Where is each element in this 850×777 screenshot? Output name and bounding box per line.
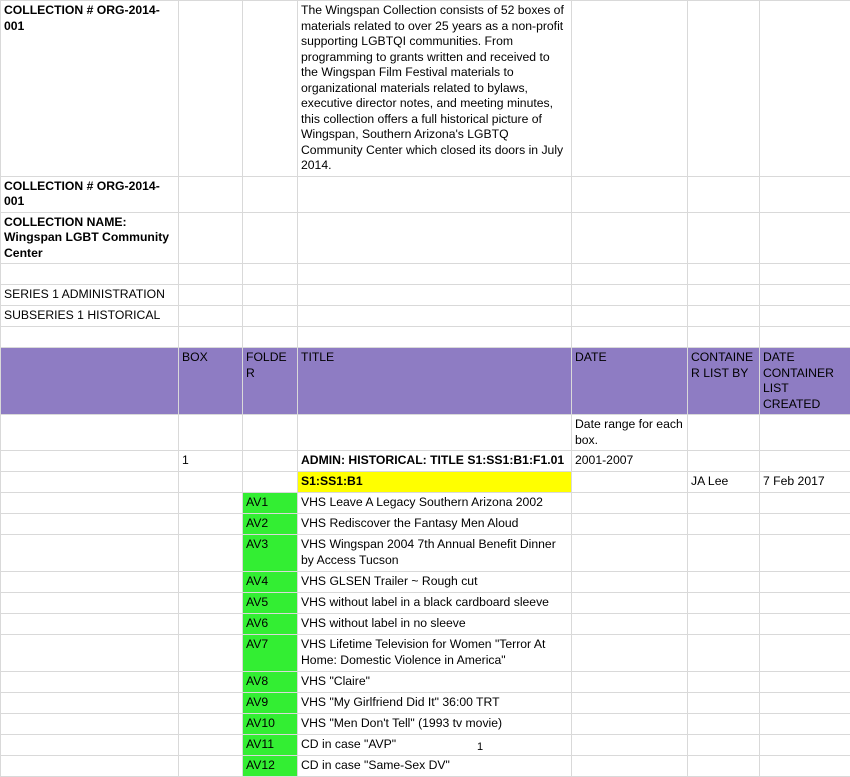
box-title: ADMIN: HISTORICAL: TITLE S1:SS1:B1:F1.01 [298,451,572,472]
box-id: S1:SS1:B1 [298,472,572,493]
box-date: 2001-2007 [572,451,688,472]
container-list-created: 7 Feb 2017 [760,472,850,493]
box-row [1,451,850,472]
header-date: DATE [572,348,688,415]
header-title: TITLE [298,348,572,415]
item-row [1,593,850,614]
item-row [1,756,850,777]
folder-id: AV3 [243,535,298,572]
collection-name: COLLECTION NAME: Wingspan LGBT Community Center [1,212,179,264]
item-title: CD in case "AVP" [298,735,572,756]
folder-id: AV8 [243,672,298,693]
item-title: VHS without label in a black cardboard sleeve [298,593,572,614]
folder-id: AV4 [243,572,298,593]
item-title: VHS "Men Don't Tell" (1993 tv movie) [298,714,572,735]
header-box: BOX [179,348,243,415]
folder-id: AV5 [243,593,298,614]
item-title: VHS Rediscover the Fantasy Men Aloud [298,514,572,535]
item-row [1,714,850,735]
folder-id: AV2 [243,514,298,535]
folder-id: AV9 [243,693,298,714]
item-title: VHS Leave A Legacy Southern Arizona 2002 [298,493,572,514]
header-folder: FOLDER [243,348,298,415]
item-row [1,635,850,672]
header-date-container-list-created: DATE CONTAINER LIST CREATED [760,348,850,415]
item-row [1,514,850,535]
container-list-by: JA Lee [688,472,760,493]
item-row [1,693,850,714]
folder-id: AV7 [243,635,298,672]
collection-number: COLLECTION # ORG-2014-001 [1,1,179,177]
item-row [1,672,850,693]
box-id-row [1,472,850,493]
description-row [1,1,850,177]
item-list [1,493,850,777]
item-row [1,493,850,514]
column-header-row [1,348,850,415]
page-number: 1 [0,741,850,753]
item-row [1,572,850,593]
folder-id: AV10 [243,714,298,735]
item-title: VHS Wingspan 2004 7th Annual Benefit Dinner by Access Tucson [298,535,572,572]
collection-number-repeat: COLLECTION # ORG-2014-001 [1,176,179,212]
folder-id: AV12 [243,756,298,777]
item-title: CD in case "Same-Sex DV" [298,756,572,777]
folder-id: AV1 [243,493,298,514]
item-row [1,535,850,572]
item-title: VHS without label in no sleeve [298,614,572,635]
subseries-label: SUBSERIES 1 HISTORICAL [1,306,179,327]
item-title: VHS "My Girlfriend Did It" 36:00 TRT [298,693,572,714]
folder-id: AV11 [243,735,298,756]
box-number: 1 [179,451,243,472]
folder-id: AV6 [243,614,298,635]
item-title: VHS Lifetime Television for Women "Terror At Home: Domestic Violence in America" [298,635,572,672]
date-range-note: Date range for each box. [572,415,688,451]
header-container-list-by: CONTAINER LIST BY [688,348,760,415]
item-title: VHS "Claire" [298,672,572,693]
series-label: SERIES 1 ADMINISTRATION [1,285,179,306]
item-title: VHS GLSEN Trailer ~ Rough cut [298,572,572,593]
item-row [1,614,850,635]
collection-description: The Wingspan Collection consists of 52 boxes of materials related to over 25 years as a non-profit supporting LGBTQI communities. From programming to grants written and received to the Wingspan Film Festival materials to organizational materials related to bylaws, executive director notes, and meeting minutes, this collection offers a full historical picture of Wingspan, Southern Arizona's LGBTQ Community Center which closed its doors in July 2014. [298,1,572,177]
